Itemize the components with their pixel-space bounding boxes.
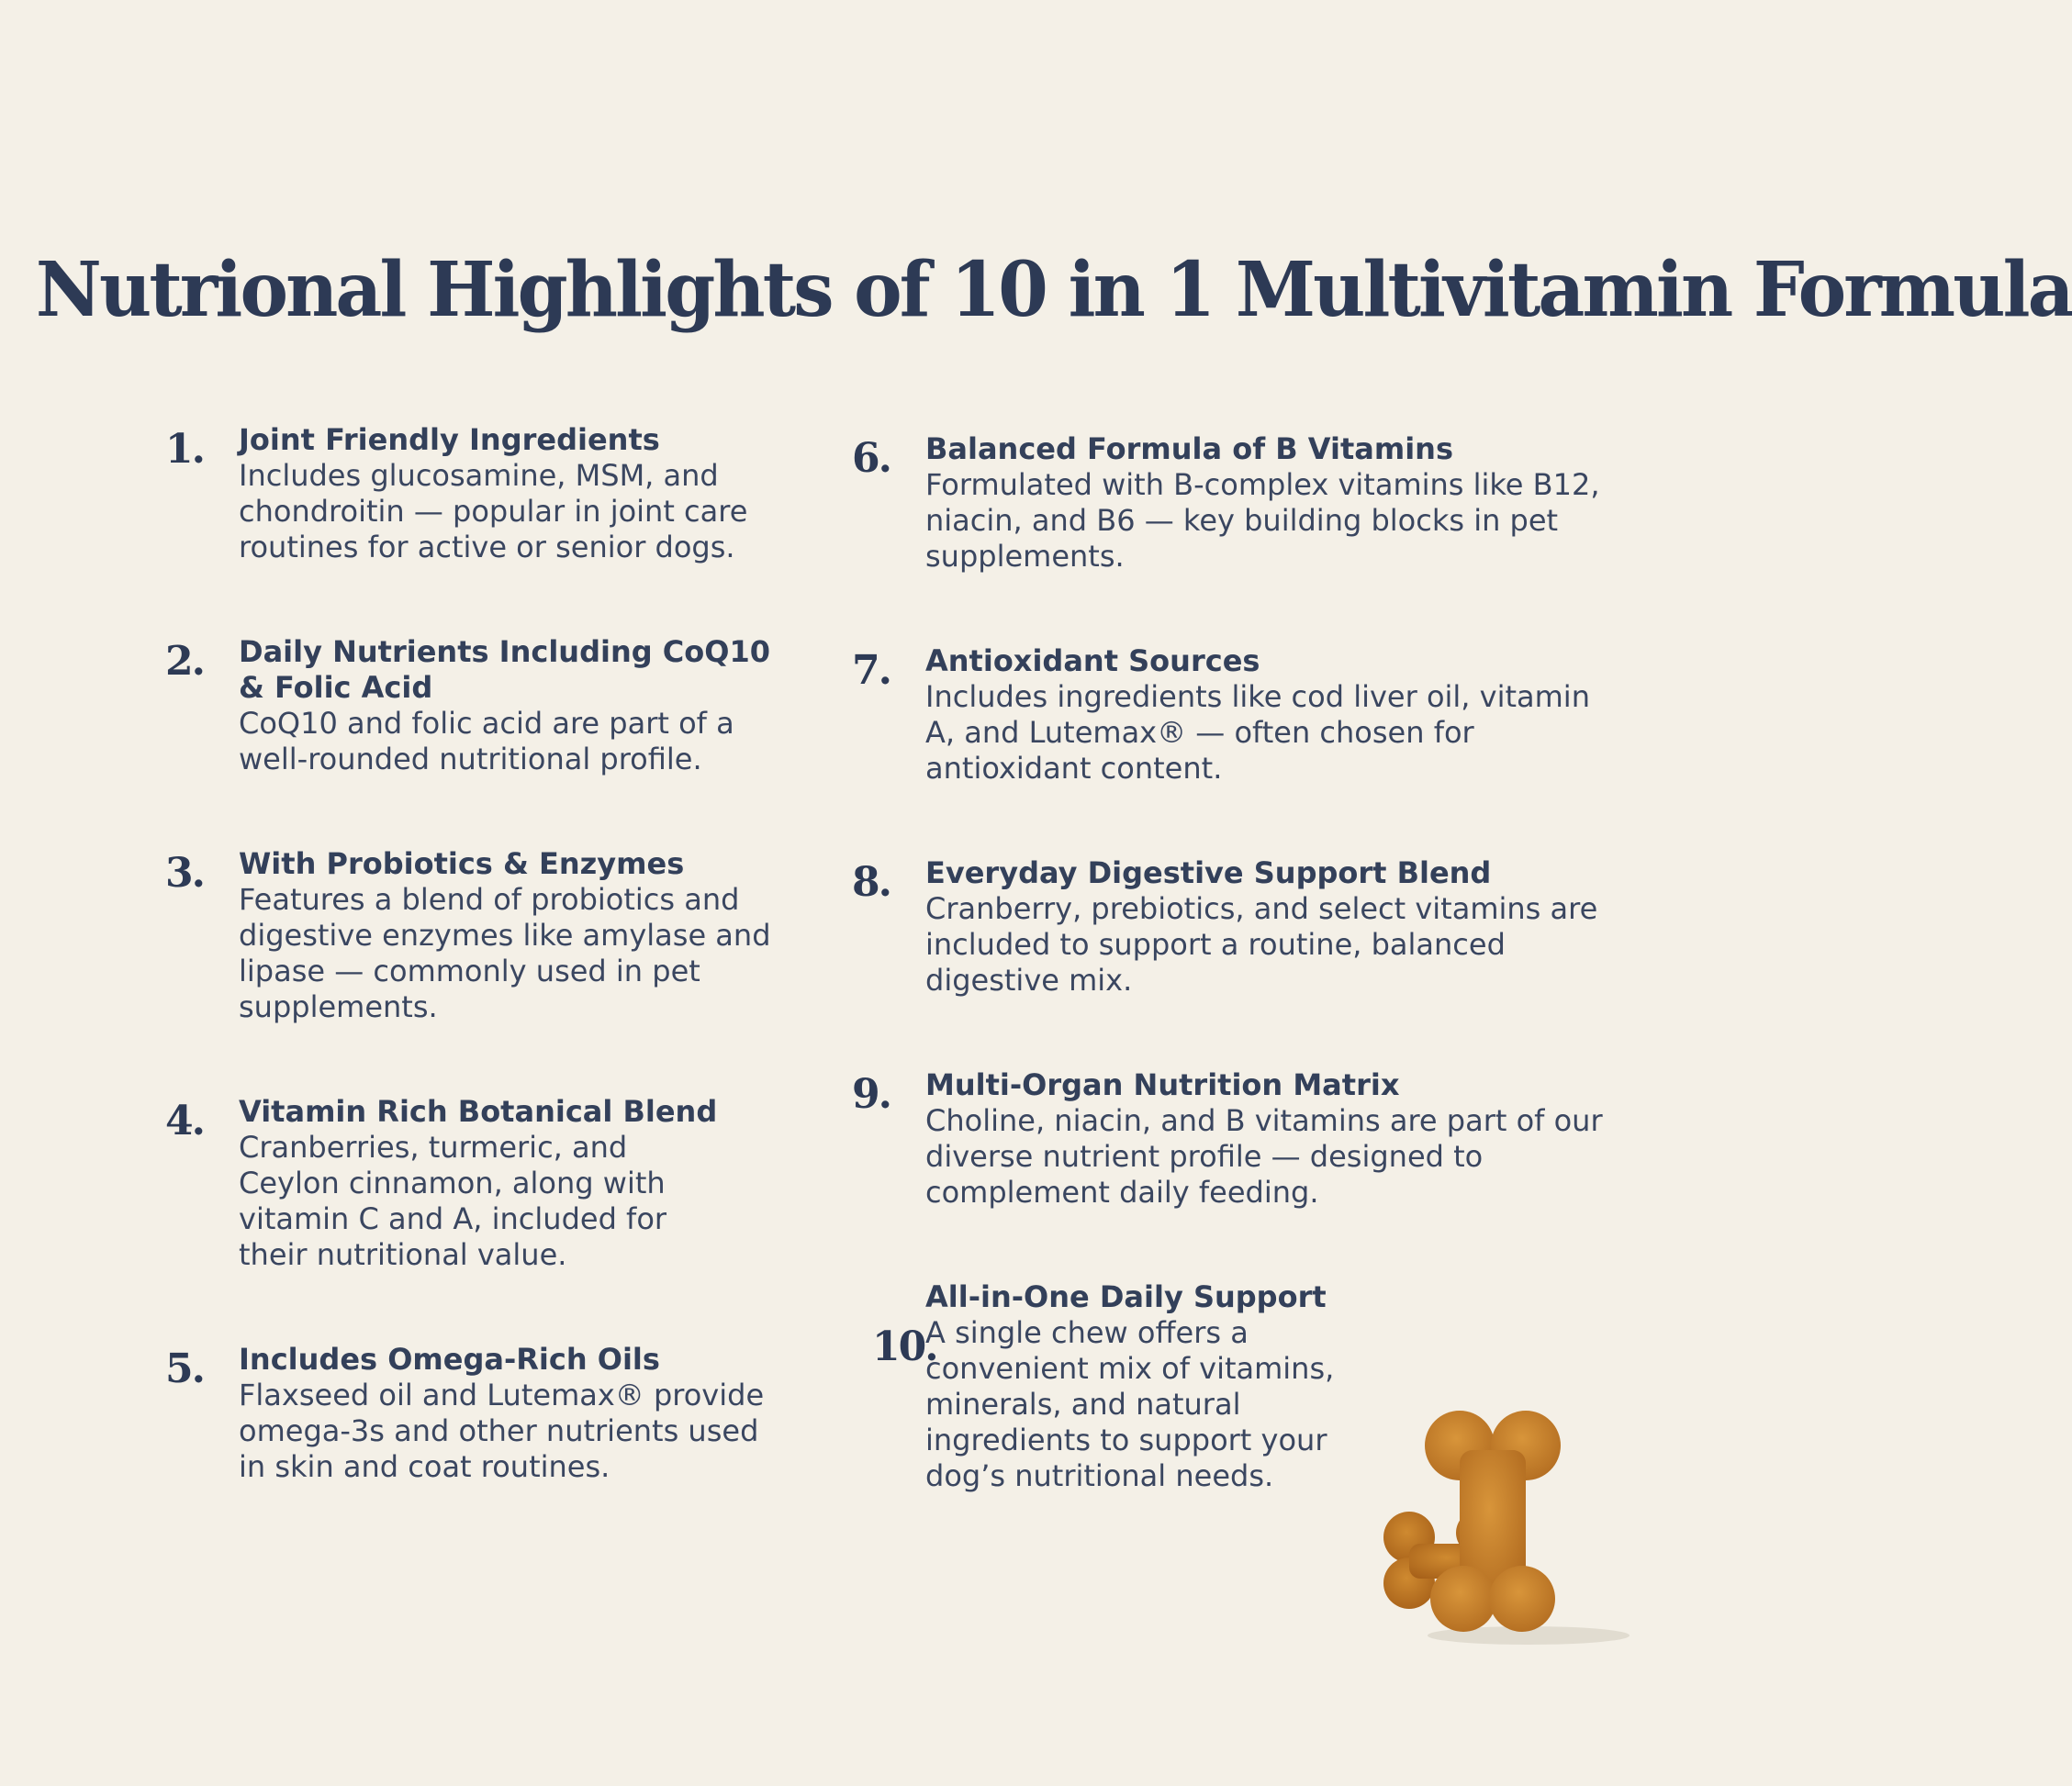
highlight-number: 6. (852, 435, 890, 482)
highlight-description: A single chew offers a convenient mix of vitamins, minerals, and natural ingredients to support your dog’s nutritional needs. (925, 1315, 1335, 1493)
highlight-7 (852, 643, 1605, 787)
highlight-description: Formulated with B-complex vitamins like B12, niacin, and B6 — key building blocks in pet supplements. (925, 467, 1600, 574)
highlight-2 (165, 634, 771, 777)
highlight-number: 10. (872, 1323, 937, 1370)
highlight-description: Cranberries, turmeric, and Ceylon cinnamon, along with vitamin C and A, included for their nutritional value. (239, 1130, 667, 1272)
page-title: Nutrional Highlights of 10 in 1 Multivitamin Formula (35, 246, 2072, 334)
highlight-8 (852, 855, 1605, 999)
highlight-description: Features a blend of probiotics and digestive enzymes like amylase and lipase — commonly used in pet supplements. (239, 882, 771, 1024)
highlight-number: 8. (852, 859, 890, 906)
highlight-number: 3. (165, 850, 204, 897)
highlight-number: 7. (852, 647, 890, 694)
highlight-5 (165, 1342, 771, 1485)
highlight-title: Balanced Formula of B Vitamins (925, 431, 1453, 466)
highlight-description: Choline, niacin, and B vitamins are part of our diverse nutrient profile — designed to complement daily feeding. (925, 1103, 1603, 1210)
highlight-title: Joint Friendly Ingredients (239, 422, 660, 457)
highlight-title: Daily Nutrients Including CoQ10 & Folic Acid (239, 634, 770, 705)
bone-chews-image (1368, 1395, 1643, 1652)
highlight-description: Flaxseed oil and Lutemax® provide omega-3s and other nutrients used in skin and coat routines. (239, 1378, 765, 1484)
highlight-number: 5. (165, 1345, 204, 1392)
highlight-number: 4. (165, 1098, 204, 1144)
highlight-title: Antioxidant Sources (925, 643, 1260, 678)
bone-chew-icon (1368, 1395, 1643, 1652)
highlight-title: All-in-One Daily Support (925, 1279, 1327, 1314)
highlight-number: 1. (165, 426, 204, 473)
highlight-title: Multi-Organ Nutrition Matrix (925, 1067, 1400, 1102)
highlight-1 (165, 422, 771, 565)
highlight-number: 2. (165, 638, 204, 685)
highlight-description: Cranberry, prebiotics, and select vitamins are included to support a routine, balanced digestive mix. (925, 891, 1598, 998)
highlight-number: 9. (852, 1071, 890, 1118)
highlight-title: Includes Omega-Rich Oils (239, 1342, 660, 1377)
highlight-9 (852, 1067, 1605, 1211)
highlight-description: Includes glucosamine, MSM, and chondroitin — popular in joint care routines for active or senior dogs. (239, 458, 748, 564)
highlight-4 (165, 1094, 771, 1273)
highlight-6 (852, 431, 1605, 575)
highlight-3 (165, 846, 771, 1025)
highlight-title: Everyday Digestive Support Blend (925, 855, 1492, 890)
highlight-title: With Probiotics & Enzymes (239, 846, 685, 881)
highlight-description: Includes ingredients like cod liver oil, vitamin A, and Lutemax® — often chosen for antioxidant content. (925, 679, 1590, 786)
highlight-title: Vitamin Rich Botanical Blend (239, 1094, 718, 1129)
highlight-description: CoQ10 and folic acid are part of a well-rounded nutritional profile. (239, 706, 734, 776)
